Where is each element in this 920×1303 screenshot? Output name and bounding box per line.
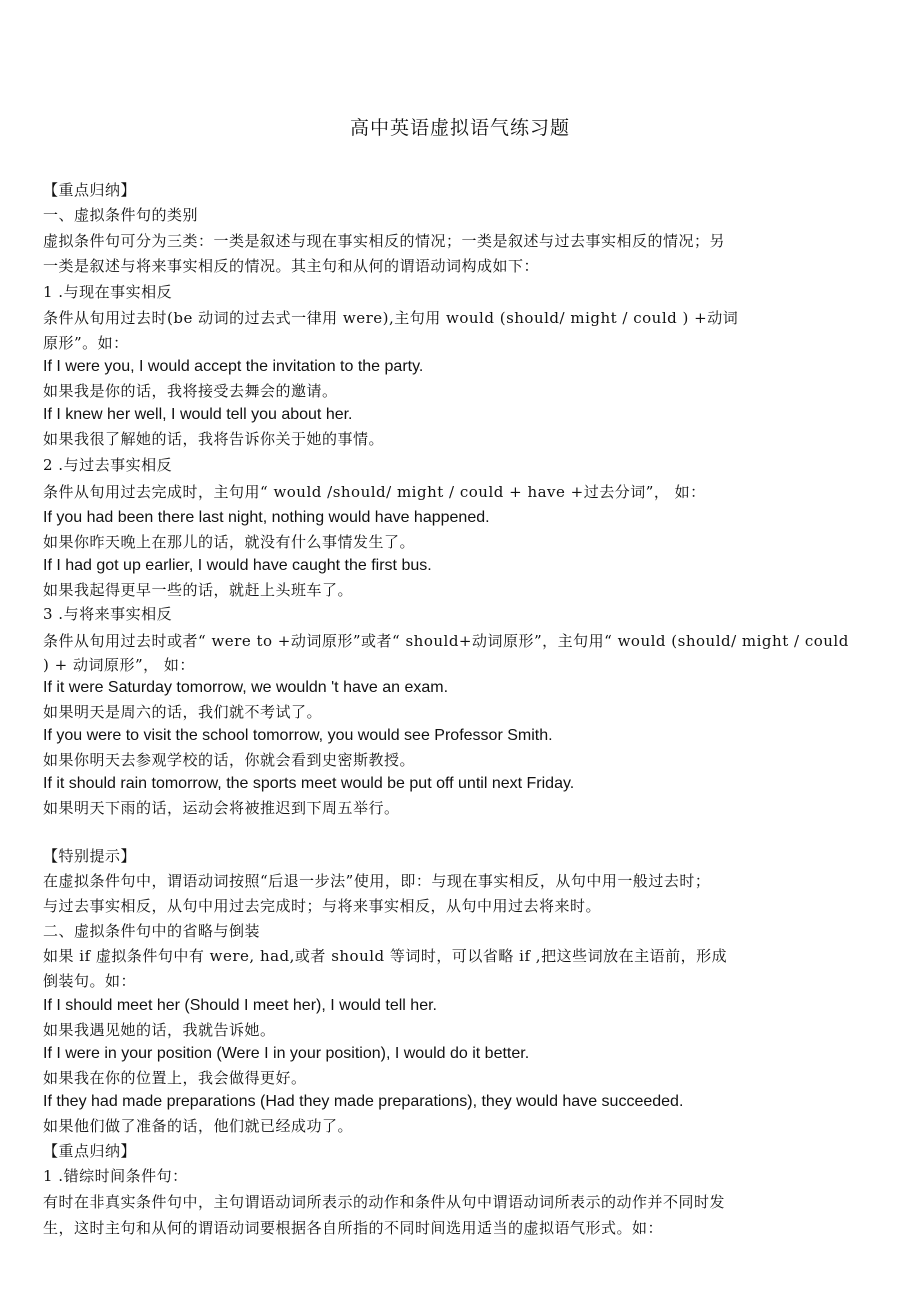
- example-sentence-zh: 如果你昨天晚上在那儿的话，就没有什么事情发生了。: [43, 533, 416, 551]
- example-sentence-zh: 如果明天下雨的话，运动会将被推迟到下周五举行。: [43, 799, 400, 817]
- paragraph-line: 虚拟条件句可分为三类：一类是叙述与现在事实相反的情况；一类是叙述与过去事实相反的情况；另: [43, 232, 726, 250]
- example-sentence-zh: 如果我在你的位置上，我会做得更好。: [43, 1069, 307, 1087]
- rule-heading: 1 .与现在事实相反: [43, 283, 173, 301]
- rule-heading: 3 .与将来事实相反: [43, 605, 173, 623]
- example-sentence-zh: 如果我起得更早一些的话，就赶上头班车了。: [43, 581, 354, 599]
- rule-heading: 1 .错综时间条件句：: [43, 1167, 188, 1185]
- example-sentence-en: If I should meet her (Should I meet her), I would tell her.: [43, 997, 437, 1014]
- example-sentence-en: If I were in your position (Were I in your position), I would do it better.: [43, 1045, 530, 1062]
- subsection-heading: 二、虚拟条件句中的省略与倒装: [43, 922, 261, 940]
- example-sentence-en: If it should rain tomorrow, the sports meet would be put off until next Friday.: [43, 775, 575, 792]
- example-sentence-zh: 如果明天是周六的话，我们就不考试了。: [43, 703, 323, 721]
- paragraph-line: ) + 动词原形”， 如：: [43, 656, 195, 674]
- subsection-heading: 一、虚拟条件句的类别: [43, 206, 199, 224]
- example-sentence-en: If I were you, I would accept the invitation to the party.: [43, 358, 424, 375]
- example-sentence-en: If I had got up earlier, I would have caught the first bus.: [43, 557, 432, 574]
- paragraph-line: 条件从旬用过去时(be 动词的过去式一律用 were),主句用 would (should/ might / could ) +动词: [43, 309, 739, 327]
- paragraph-line: 与过去事实相反，从句中用过去完成时；与将来事实相反，从句中用过去将来时。: [43, 897, 602, 915]
- paragraph-line: 条件从旬用过去完成时，主句用“ would /should/ might / could + have +过去分词”， 如：: [43, 483, 706, 501]
- paragraph-line: 如果 if 虚拟条件句中有 were, had,或者 should 等词时，可以省略 if ,把这些词放在主语前，形成: [43, 947, 728, 965]
- example-sentence-zh: 如果你明天去参观学校的话，你就会看到史密斯教授。: [43, 751, 416, 769]
- example-sentence-en: If they had made preparations (Had they made preparations), they would have succeeded.: [43, 1093, 684, 1110]
- example-sentence-en: If it were Saturday tomorrow, we wouldn 't have an exam.: [43, 679, 449, 696]
- example-sentence-zh: 如果我遇见她的话，我就告诉她。: [43, 1021, 276, 1039]
- paragraph-line: 原形”。如：: [43, 334, 129, 352]
- paragraph-line: 一类是叙述与将来事实相反的情况。其主句和从何的谓语动词构成如下：: [43, 257, 540, 275]
- section-heading: 【特别提示】: [43, 847, 137, 865]
- paragraph-line: 在虚拟条件句中，谓语动词按照“后退一步法”使用，即：与现在事实相反，从句中用一般过去时；: [43, 872, 711, 890]
- paragraph-line: 条件从旬用过去时或者“ were to +动词原形”或者“ should+动词原形”，主句用“ would (should/ might / could: [43, 632, 849, 650]
- paragraph-line: 生，这时主句和从何的谓语动词要根据各自所指的不同时间选用适当的虚拟语气形式。如：: [43, 1219, 664, 1237]
- example-sentence-zh: 如果我是你的话，我将接受去舞会的邀请。: [43, 382, 338, 400]
- section-heading: 【重点归纳】: [43, 181, 137, 199]
- example-sentence-en: If you had been there last night, nothing would have happened.: [43, 509, 490, 526]
- example-sentence-zh: 如果他们做了准备的话，他们就已经成功了。: [43, 1117, 354, 1135]
- example-sentence-zh: 如果我很了解她的话，我将告诉你关于她的事情。: [43, 430, 385, 448]
- example-sentence-en: If you were to visit the school tomorrow, you would see Professor Smith.: [43, 727, 553, 744]
- section-heading: 【重点归纳】: [43, 1142, 137, 1160]
- rule-heading: 2 .与过去事实相反: [43, 456, 173, 474]
- page-title: 高中英语虚拟语气练习题: [349, 117, 570, 139]
- paragraph-line: 倒装句。如：: [43, 972, 137, 990]
- paragraph-line: 有时在非真实条件句中，主句谓语动词所表示的动作和条件从句中谓语动词所表示的动作并不同时发: [43, 1193, 726, 1211]
- example-sentence-en: If I knew her well, I would tell you about her.: [43, 406, 353, 423]
